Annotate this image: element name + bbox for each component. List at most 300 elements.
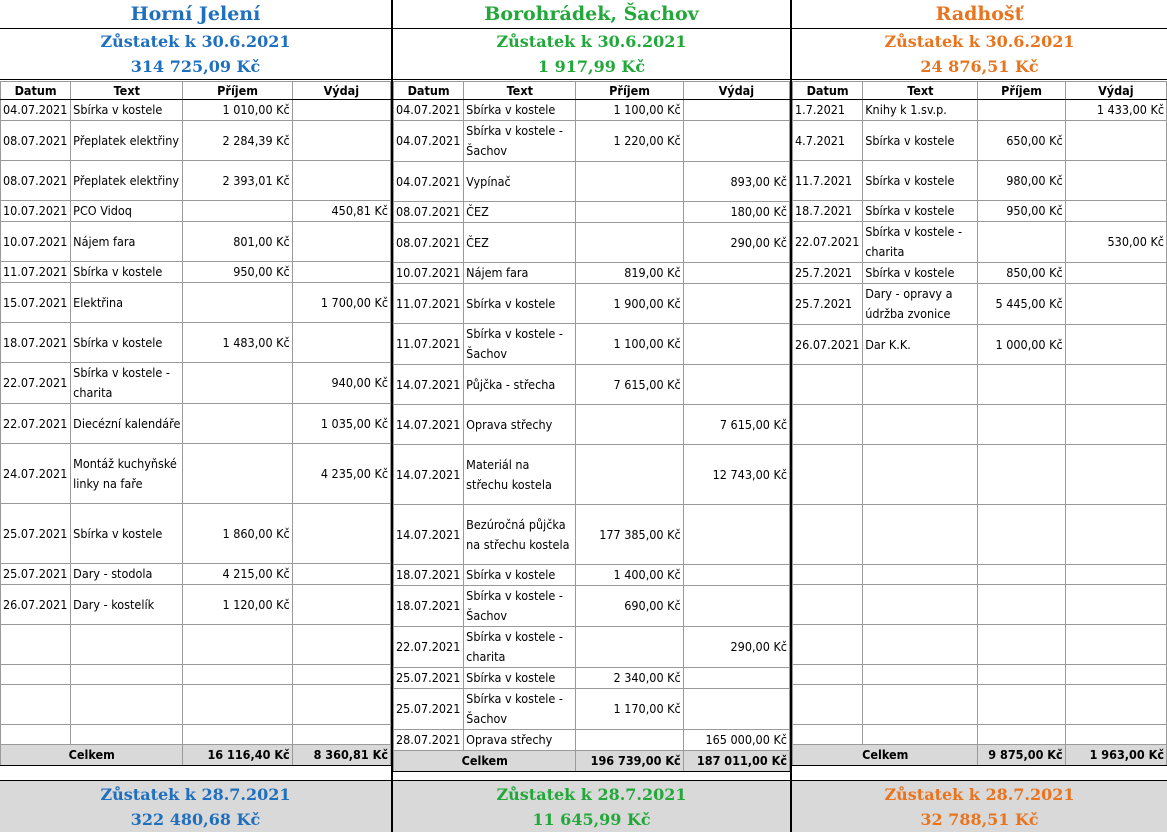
empty-cell[interactable] <box>863 445 978 505</box>
income-cell[interactable]: 1 400,00 Kč <box>576 565 683 586</box>
ledger-table <box>393 81 790 772</box>
income-cell[interactable] <box>576 445 683 505</box>
date-cell[interactable]: 26.07.2021 <box>1 585 71 625</box>
expense-cell[interactable]: 7 615,00 Kč <box>683 405 789 445</box>
empty-cell[interactable] <box>863 565 978 585</box>
table-row <box>793 565 1167 585</box>
date-cell[interactable]: 04.07.2021 <box>394 100 464 121</box>
table-row <box>1 201 391 222</box>
ledger-section <box>393 0 790 832</box>
expense-cell[interactable] <box>292 504 390 564</box>
table-row <box>394 365 790 405</box>
column-header: Příjem <box>576 82 683 100</box>
date-cell[interactable]: 26.07.2021 <box>793 325 863 365</box>
empty-cell[interactable] <box>71 685 183 725</box>
total-expense: 8 360,81 Kč <box>292 745 390 766</box>
expense-cell[interactable] <box>683 565 789 586</box>
date-cell[interactable]: 14.07.2021 <box>394 365 464 405</box>
table-row <box>394 324 790 365</box>
empty-cell[interactable] <box>978 565 1065 585</box>
text-cell[interactable]: Sbírka v kostele - Šachov <box>464 324 576 365</box>
table-row <box>1 161 391 201</box>
expense-cell[interactable] <box>1065 263 1166 284</box>
date-cell[interactable]: 18.07.2021 <box>394 565 464 586</box>
date-cell[interactable]: 18.07.2021 <box>1 323 71 363</box>
expense-cell[interactable]: 4 235,00 Kč <box>292 444 390 504</box>
text-cell[interactable]: ČEZ <box>464 223 576 263</box>
expense-cell[interactable]: 290,00 Kč <box>683 223 789 263</box>
table-row <box>394 689 790 730</box>
expense-cell[interactable] <box>1065 201 1166 222</box>
table-row <box>1 222 391 262</box>
empty-cell[interactable] <box>978 445 1065 505</box>
table-row <box>394 668 790 689</box>
ledger-section <box>0 0 391 832</box>
text-cell[interactable]: Dary - kostelík <box>71 585 183 625</box>
empty-cell[interactable] <box>793 725 863 745</box>
income-cell[interactable] <box>183 283 292 323</box>
text-cell[interactable]: Dary - stodola <box>71 564 183 585</box>
expense-cell[interactable] <box>1065 121 1166 161</box>
empty-cell[interactable] <box>978 625 1065 665</box>
empty-cell[interactable] <box>863 505 978 565</box>
income-cell[interactable]: 7 615,00 Kč <box>576 365 683 405</box>
table-row <box>394 627 790 668</box>
table-row <box>1 625 391 665</box>
text-cell[interactable]: Přeplatek elektřiny <box>71 161 183 201</box>
table-row <box>394 223 790 263</box>
date-cell[interactable]: 14.07.2021 <box>394 445 464 505</box>
date-cell[interactable]: 22.07.2021 <box>1 404 71 444</box>
text-cell[interactable]: Sbírka v kostele <box>71 504 183 564</box>
text-cell[interactable]: Sbírka v kostele - charita <box>464 627 576 668</box>
empty-cell[interactable] <box>1065 685 1166 725</box>
date-cell[interactable]: 22.07.2021 <box>793 222 863 263</box>
income-cell[interactable]: 177 385,00 Kč <box>576 505 683 565</box>
income-cell[interactable]: 950,00 Kč <box>183 262 292 283</box>
income-cell[interactable]: 5 445,00 Kč <box>978 284 1065 325</box>
empty-cell[interactable] <box>1 625 71 665</box>
expense-cell[interactable] <box>1065 161 1166 201</box>
table-row <box>793 585 1167 625</box>
text-cell[interactable]: Sbírka v kostele <box>863 263 978 284</box>
income-cell[interactable]: 1 010,00 Kč <box>183 100 292 121</box>
empty-cell[interactable] <box>793 505 863 565</box>
table-row <box>394 121 790 162</box>
column-header: Příjem <box>978 82 1065 100</box>
text-cell[interactable]: Montáž kuchyňské linky na faře <box>71 444 183 504</box>
closing-balance <box>0 781 391 832</box>
text-cell[interactable]: Sbírka v kostele <box>71 262 183 283</box>
income-cell[interactable]: 690,00 Kč <box>576 586 683 627</box>
empty-cell[interactable] <box>863 405 978 445</box>
table-row <box>394 202 790 223</box>
empty-cell[interactable] <box>863 685 978 725</box>
date-cell[interactable]: 11.7.2021 <box>793 161 863 201</box>
empty-cell[interactable] <box>1065 585 1166 625</box>
income-cell[interactable]: 1 000,00 Kč <box>978 325 1065 365</box>
income-cell[interactable] <box>978 222 1065 263</box>
income-cell[interactable]: 1 100,00 Kč <box>576 324 683 365</box>
text-cell[interactable]: Diecézní kalendáře <box>71 404 183 444</box>
date-cell[interactable]: 04.07.2021 <box>394 162 464 202</box>
table-row <box>793 284 1167 325</box>
income-cell[interactable] <box>576 223 683 263</box>
table-row <box>394 100 790 121</box>
expense-cell[interactable] <box>292 121 390 161</box>
text-cell[interactable]: Sbírka v kostele <box>863 161 978 201</box>
table-row <box>1 283 391 323</box>
date-cell[interactable]: 14.07.2021 <box>394 405 464 445</box>
empty-cell[interactable] <box>1 685 71 725</box>
section-divider <box>391 0 393 832</box>
empty-cell[interactable] <box>71 625 183 665</box>
date-cell[interactable]: 1.7.2021 <box>793 100 863 121</box>
date-cell[interactable]: 25.07.2021 <box>394 668 464 689</box>
table-row <box>793 445 1167 505</box>
text-cell[interactable]: Půjčka - střecha <box>464 365 576 405</box>
expense-cell[interactable]: 165 000,00 Kč <box>683 730 789 751</box>
expense-cell[interactable] <box>683 668 789 689</box>
expense-cell[interactable]: 180,00 Kč <box>683 202 789 223</box>
ledger-table <box>0 81 391 766</box>
empty-cell[interactable] <box>1065 665 1166 685</box>
table-row <box>394 445 790 505</box>
empty-cell[interactable] <box>863 625 978 665</box>
expense-cell[interactable] <box>683 100 789 121</box>
empty-cell[interactable] <box>183 685 292 725</box>
table-row <box>793 685 1167 725</box>
text-cell[interactable]: Nájem fara <box>71 222 183 262</box>
income-cell[interactable] <box>576 162 683 202</box>
closing-balance-label: Zůstatek k 28.7.2021 <box>884 785 1075 804</box>
income-cell[interactable]: 1 220,00 Kč <box>576 121 683 162</box>
table-row <box>1 504 391 564</box>
text-cell[interactable]: Materiál na střechu kostela <box>464 445 576 505</box>
empty-cell[interactable] <box>978 685 1065 725</box>
expense-cell[interactable]: 1 035,00 Kč <box>292 404 390 444</box>
closing-balance <box>393 781 790 832</box>
income-cell[interactable]: 1 120,00 Kč <box>183 585 292 625</box>
empty-cell[interactable] <box>793 365 863 405</box>
table-row <box>1 725 391 745</box>
empty-cell[interactable] <box>863 665 978 685</box>
table-row <box>1 665 391 685</box>
text-cell[interactable]: ČEZ <box>464 202 576 223</box>
text-cell[interactable]: Vypínač <box>464 162 576 202</box>
date-cell[interactable]: 25.07.2021 <box>1 504 71 564</box>
opening-balance-value: 1 917,99 Kč <box>393 53 790 80</box>
table-row <box>394 565 790 586</box>
date-cell[interactable]: 18.7.2021 <box>793 201 863 222</box>
date-cell[interactable]: 11.07.2021 <box>394 324 464 365</box>
date-cell[interactable]: 11.07.2021 <box>1 262 71 283</box>
empty-cell[interactable] <box>183 665 292 685</box>
date-cell[interactable]: 25.07.2021 <box>1 564 71 585</box>
header-row <box>793 82 1167 100</box>
date-cell[interactable]: 15.07.2021 <box>1 283 71 323</box>
empty-cell[interactable] <box>183 725 292 745</box>
expense-cell[interactable]: 290,00 Kč <box>683 627 789 668</box>
date-cell[interactable]: 08.07.2021 <box>1 121 71 161</box>
empty-cell[interactable] <box>292 725 390 745</box>
table-row <box>394 405 790 445</box>
empty-cell[interactable] <box>1 665 71 685</box>
income-cell[interactable]: 1 900,00 Kč <box>576 284 683 324</box>
income-cell[interactable] <box>576 202 683 223</box>
income-cell[interactable]: 4 215,00 Kč <box>183 564 292 585</box>
expense-cell[interactable] <box>292 262 390 283</box>
text-cell[interactable]: Dary - opravy a údržba zvonice <box>863 284 978 325</box>
expense-cell[interactable] <box>292 222 390 262</box>
total-label: Celkem <box>793 745 978 766</box>
expense-cell[interactable] <box>683 365 789 405</box>
empty-cell[interactable] <box>1065 365 1166 405</box>
date-cell[interactable]: 24.07.2021 <box>1 444 71 504</box>
expense-cell[interactable]: 530,00 Kč <box>1065 222 1166 263</box>
income-cell[interactable] <box>576 405 683 445</box>
text-cell[interactable]: Oprava střechy <box>464 405 576 445</box>
empty-cell[interactable] <box>1065 565 1166 585</box>
table-row <box>1 404 391 444</box>
column-header: Text <box>863 82 978 100</box>
column-header: Datum <box>793 82 863 100</box>
empty-cell[interactable] <box>292 685 390 725</box>
expense-cell[interactable] <box>1065 325 1166 365</box>
income-cell[interactable]: 1 860,00 Kč <box>183 504 292 564</box>
date-cell[interactable]: 08.07.2021 <box>394 223 464 263</box>
empty-cell[interactable] <box>292 625 390 665</box>
empty-cell[interactable] <box>71 665 183 685</box>
text-cell[interactable]: Sbírka v kostele <box>464 668 576 689</box>
income-cell[interactable]: 980,00 Kč <box>978 161 1065 201</box>
column-header: Příjem <box>183 82 292 100</box>
text-cell[interactable]: Oprava střechy <box>464 730 576 751</box>
expense-cell[interactable]: 1 700,00 Kč <box>292 283 390 323</box>
expense-cell[interactable] <box>292 100 390 121</box>
expense-cell[interactable]: 450,81 Kč <box>292 201 390 222</box>
text-cell[interactable]: Sbírka v kostele <box>71 323 183 363</box>
opening-balance-value: 24 876,51 Kč <box>792 53 1167 80</box>
table-row <box>394 730 790 751</box>
empty-cell[interactable] <box>1 725 71 745</box>
table-row <box>793 365 1167 405</box>
empty-cell[interactable] <box>863 365 978 405</box>
empty-cell[interactable] <box>1065 625 1166 665</box>
income-cell[interactable]: 2 393,01 Kč <box>183 161 292 201</box>
income-cell[interactable]: 819,00 Kč <box>576 263 683 284</box>
empty-cell[interactable] <box>793 445 863 505</box>
section-title: Borohrádek, Šachov <box>393 0 790 29</box>
income-cell[interactable]: 1 170,00 Kč <box>576 689 683 730</box>
total-income: 196 739,00 Kč <box>576 751 683 772</box>
date-cell[interactable]: 04.07.2021 <box>1 100 71 121</box>
income-cell[interactable]: 2 284,39 Kč <box>183 121 292 161</box>
text-cell[interactable]: Sbírka v kostele <box>863 121 978 161</box>
expense-cell[interactable] <box>683 689 789 730</box>
opening-balance-label: Zůstatek k 30.6.2021 <box>884 31 1075 51</box>
total-expense: 1 963,00 Kč <box>1065 745 1166 766</box>
income-cell[interactable]: 850,00 Kč <box>978 263 1065 284</box>
income-cell[interactable]: 950,00 Kč <box>978 201 1065 222</box>
text-cell[interactable]: Sbírka v kostele <box>863 201 978 222</box>
date-cell[interactable]: 11.07.2021 <box>394 284 464 324</box>
expense-cell[interactable] <box>292 323 390 363</box>
table-row <box>1 262 391 283</box>
table-row <box>1 564 391 585</box>
empty-cell[interactable] <box>793 665 863 685</box>
income-cell[interactable] <box>183 444 292 504</box>
empty-cell[interactable] <box>978 725 1065 745</box>
empty-cell[interactable] <box>292 665 390 685</box>
income-cell[interactable] <box>576 627 683 668</box>
expense-cell[interactable]: 940,00 Kč <box>292 363 390 404</box>
income-cell[interactable]: 2 340,00 Kč <box>576 668 683 689</box>
date-cell[interactable]: 18.07.2021 <box>394 586 464 627</box>
income-cell[interactable] <box>183 404 292 444</box>
text-cell[interactable]: Přeplatek elektřiny <box>71 121 183 161</box>
section-title: Radhošť <box>792 0 1167 29</box>
expense-cell[interactable] <box>1065 284 1166 325</box>
closing-balance-value: 11 645,99 Kč <box>532 810 651 829</box>
empty-cell[interactable] <box>978 585 1065 625</box>
closing-balance-label: Zůstatek k 28.7.2021 <box>100 785 291 804</box>
table-row <box>394 505 790 565</box>
text-cell[interactable]: Knihy k 1.sv.p. <box>863 100 978 121</box>
income-cell[interactable]: 1 100,00 Kč <box>576 100 683 121</box>
date-cell[interactable]: 25.7.2021 <box>793 284 863 325</box>
expense-cell[interactable] <box>683 505 789 565</box>
empty-cell[interactable] <box>1065 505 1166 565</box>
empty-cell[interactable] <box>978 365 1065 405</box>
income-cell[interactable] <box>978 100 1065 121</box>
section-divider <box>790 0 792 832</box>
empty-cell[interactable] <box>793 565 863 585</box>
date-cell[interactable]: 22.07.2021 <box>1 363 71 404</box>
expense-cell[interactable] <box>683 263 789 284</box>
date-cell[interactable]: 10.07.2021 <box>394 263 464 284</box>
table-row <box>1 585 391 625</box>
column-header: Datum <box>1 82 71 100</box>
expense-cell[interactable]: 1 433,00 Kč <box>1065 100 1166 121</box>
expense-cell[interactable] <box>683 586 789 627</box>
table-row <box>793 263 1167 284</box>
expense-cell[interactable] <box>683 324 789 365</box>
table-row <box>793 201 1167 222</box>
text-cell[interactable]: Sbírka v kostele <box>464 100 576 121</box>
date-cell[interactable]: 10.07.2021 <box>1 201 71 222</box>
empty-cell[interactable] <box>183 625 292 665</box>
empty-cell[interactable] <box>793 585 863 625</box>
expense-cell[interactable]: 12 743,00 Kč <box>683 445 789 505</box>
income-cell[interactable]: 801,00 Kč <box>183 222 292 262</box>
text-cell[interactable]: Elektřina <box>71 283 183 323</box>
empty-cell[interactable] <box>793 405 863 445</box>
income-cell[interactable]: 1 483,00 Kč <box>183 323 292 363</box>
empty-row <box>0 761 391 781</box>
column-header: Text <box>464 82 576 100</box>
closing-balance-value: 32 788,51 Kč <box>920 810 1039 829</box>
table-row <box>1 100 391 121</box>
opening-balance-label: Zůstatek k 30.6.2021 <box>496 31 687 51</box>
text-cell[interactable]: Sbírka v kostele <box>71 100 183 121</box>
text-cell[interactable]: PCO Vidoq <box>71 201 183 222</box>
text-cell[interactable]: Sbírka v kostele - Šachov <box>464 121 576 162</box>
empty-row <box>393 761 790 781</box>
table-row <box>793 325 1167 365</box>
income-cell[interactable]: 650,00 Kč <box>978 121 1065 161</box>
empty-cell[interactable] <box>1065 405 1166 445</box>
ledger-section <box>792 0 1167 832</box>
date-cell[interactable]: 04.07.2021 <box>394 121 464 162</box>
empty-cell[interactable] <box>978 405 1065 445</box>
header-row <box>394 82 790 100</box>
expense-cell[interactable] <box>683 284 789 324</box>
text-cell[interactable]: Nájem fara <box>464 263 576 284</box>
text-cell[interactable]: Sbírka v kostele - charita <box>863 222 978 263</box>
income-cell[interactable] <box>183 363 292 404</box>
text-cell[interactable]: Sbírka v kostele - Šachov <box>464 689 576 730</box>
text-cell[interactable]: Dar K.K. <box>863 325 978 365</box>
income-cell[interactable] <box>576 730 683 751</box>
date-cell[interactable]: 08.07.2021 <box>1 161 71 201</box>
table-row <box>1 363 391 404</box>
empty-cell[interactable] <box>978 505 1065 565</box>
empty-cell[interactable] <box>1065 725 1166 745</box>
closing-balance-value: 322 480,68 Kč <box>130 810 261 829</box>
table-row <box>793 121 1167 161</box>
empty-cell[interactable] <box>1065 445 1166 505</box>
date-cell[interactable]: 25.7.2021 <box>793 263 863 284</box>
expense-cell[interactable] <box>683 121 789 162</box>
table-row <box>1 685 391 725</box>
date-cell[interactable]: 10.07.2021 <box>1 222 71 262</box>
date-cell[interactable]: 22.07.2021 <box>394 627 464 668</box>
table-row <box>793 625 1167 665</box>
date-cell[interactable]: 14.07.2021 <box>394 505 464 565</box>
text-cell[interactable]: Sbírka v kostele - Šachov <box>464 586 576 627</box>
column-header: Výdaj <box>1065 82 1166 100</box>
ledger-table <box>792 81 1167 766</box>
text-cell[interactable]: Sbírka v kostele <box>464 565 576 586</box>
total-income: 16 116,40 Kč <box>183 745 292 766</box>
date-cell[interactable]: 4.7.2021 <box>793 121 863 161</box>
empty-cell[interactable] <box>793 625 863 665</box>
empty-cell[interactable] <box>863 725 978 745</box>
empty-cell[interactable] <box>793 685 863 725</box>
table-row <box>793 161 1167 201</box>
empty-cell[interactable] <box>71 725 183 745</box>
expense-cell[interactable] <box>292 585 390 625</box>
date-cell[interactable]: 08.07.2021 <box>394 202 464 223</box>
text-cell[interactable]: Sbírka v kostele - charita <box>71 363 183 404</box>
text-cell[interactable]: Bezúročná půjčka na střechu kostela <box>464 505 576 565</box>
closing-balance-label: Zůstatek k 28.7.2021 <box>496 785 687 804</box>
expense-cell[interactable] <box>292 564 390 585</box>
opening-balance-label: Zůstatek k 30.6.2021 <box>100 31 291 51</box>
empty-cell[interactable] <box>978 665 1065 685</box>
opening-balance-value: 314 725,09 Kč <box>0 53 391 80</box>
expense-cell[interactable]: 893,00 Kč <box>683 162 789 202</box>
empty-cell[interactable] <box>863 585 978 625</box>
text-cell[interactable]: Sbírka v kostele <box>464 284 576 324</box>
table-row <box>394 263 790 284</box>
expense-cell[interactable] <box>292 161 390 201</box>
date-cell[interactable]: 28.07.2021 <box>394 730 464 751</box>
date-cell[interactable]: 25.07.2021 <box>394 689 464 730</box>
table-row <box>793 665 1167 685</box>
income-cell[interactable] <box>183 201 292 222</box>
